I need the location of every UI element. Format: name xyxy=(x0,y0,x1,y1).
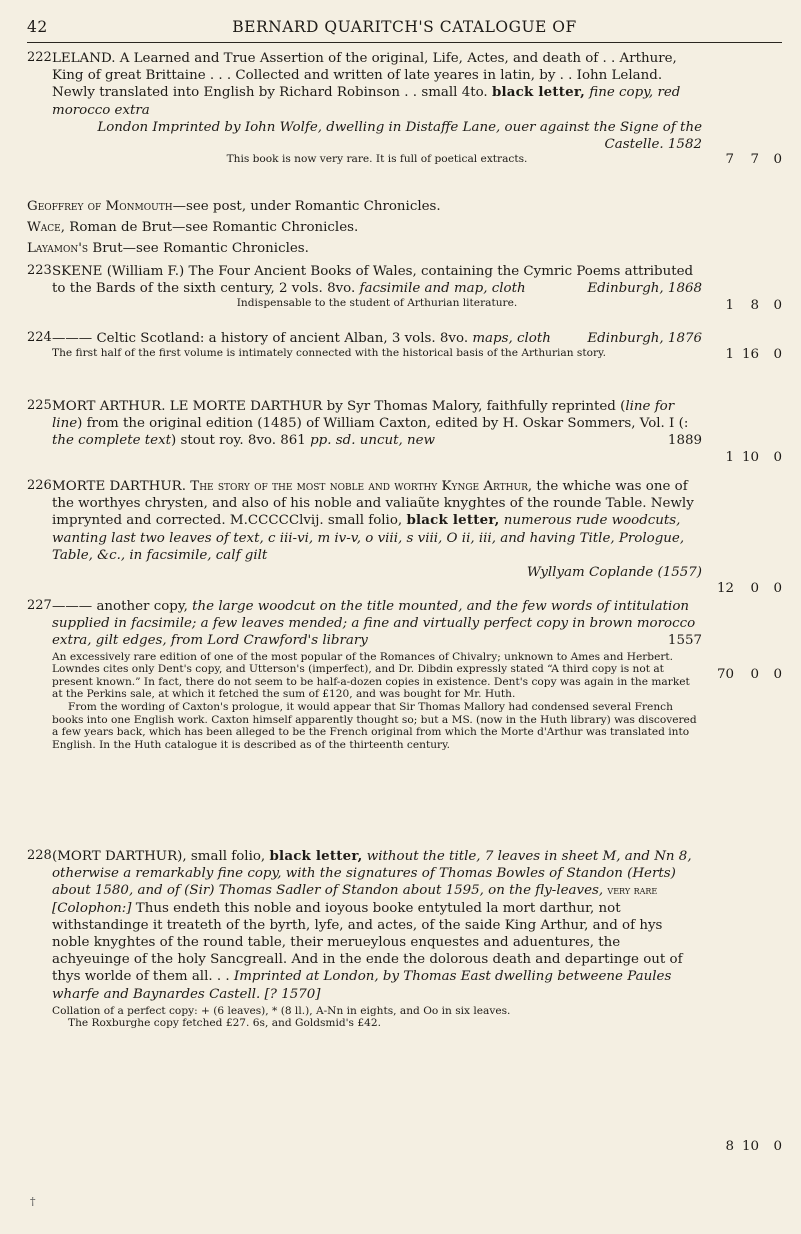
xref-name: Geoffrey of Monmouth xyxy=(27,199,173,214)
entry-note: The first half of the first volume is intimately connected with the historical basis of the Arthurian story. xyxy=(52,347,606,360)
header-rule xyxy=(27,42,782,43)
entry-price xyxy=(712,298,782,313)
entry-note: Collation of a perfect copy: + (6 leaves), * (8 ll.), A-Nn in eights, and Oo in six leaves. xyxy=(52,1004,511,1017)
entry-note: The Roxburghe copy fetched £27. 6s, and Goldsmid's £42. xyxy=(68,1017,381,1030)
entry-title-smallcaps: The story of the most noble and worthy Kynge Arthur, xyxy=(190,479,533,494)
entry-description: Celtic Scotland: a history of ancient Alban, 3 vols. 8vo. xyxy=(96,331,469,346)
entry-note: This book is now very rare. It is full of poetical extracts. xyxy=(226,153,528,166)
xref-name: Wace, xyxy=(27,220,65,235)
entry-italic: the complete text xyxy=(52,433,172,449)
price-pence: 0 xyxy=(773,667,782,682)
page-footer-mark: † xyxy=(30,1195,36,1208)
price-shillings: 8 xyxy=(750,298,759,313)
entry-italic: line for line xyxy=(52,399,675,432)
entry-lead: MORTE DARTHUR. xyxy=(52,479,186,494)
cross-reference xyxy=(27,220,358,235)
entry-note: From the wording of Caxton's prologue, it would appear that Sir Thomas Mallory had condensed several French books into one English work. Caxton himself apparently thought so; but a MS. (now in the Huth library) was discovered a few years back, which has been alleged to be the French original from which the Morte d'Arthur was translated into English. In the Huth catalogue it is described as of the thirteenth century. xyxy=(52,700,697,751)
entry-description: MORT ARTHUR. LE MORTE DARTHUR by Syr Thomas Malory, faithfully reprinted ( xyxy=(52,399,626,414)
entry-text xyxy=(52,598,702,751)
rarity-label: very rare xyxy=(607,884,658,898)
entry-condition: the large woodcut on the title mounted, and the few words of intitulation supplied in facsimile; a few leaves mended; a fine and virtually perfect copy in brown morocco extra, gilt edges, from Lord Crawford's library xyxy=(52,599,696,649)
cross-reference xyxy=(27,241,309,256)
price-shillings: 10 xyxy=(741,450,759,465)
entry-price xyxy=(712,667,782,682)
price-pence: 0 xyxy=(773,152,782,167)
entry-lead: LELAND. xyxy=(52,51,116,66)
running-title: BERNARD QUARITCH'S CATALOGUE OF xyxy=(232,18,577,36)
entry-number: 225 xyxy=(27,398,52,413)
price-shillings: 0 xyxy=(750,667,759,682)
entry-number: 224 xyxy=(27,330,52,345)
entry-condition: pp. sd. uncut, new xyxy=(310,433,435,449)
entry-imprint: Imprinted at London, by Thomas East dwelling betweene Paules wharfe and Baynardes Castell. [? 1570] xyxy=(52,969,672,1002)
entry-description: the whiche was one of the worthyes chrysten, and also of his noble and valiaũte knyghtes of the rounde Table. Newly imprynted and corrected. M.CCCCClvij. small folio, xyxy=(52,479,694,529)
entry-note: An excessively rare edition of one of the most popular of the Romances of Chivalry; unknown to Ames and Herbert. Lowndes cites only Dent's copy, and Utterson's (imperfect), and Dr. Dibdin expressly stated “A third copy is not at present known.” In fact, there do not seem to be half-a-dozen copies in existence. Dent's copy was again in the market at the Perkins sale, at which it fetched the sum of £120, and was bought for Mr. Huth. xyxy=(52,650,690,701)
entry-condition: numerous rude woodcuts, wanting last two leaves of text, c iii-vi, m iv-v, o viii, s viii, O ii, iii, and having Title, Prologue, Table, &c., in facsimile, calf gilt xyxy=(52,513,685,563)
price-pounds: 1 xyxy=(725,298,734,313)
price-pounds: 1 xyxy=(725,450,734,465)
entry-description: A Learned and True Assertion of the original, Life, Actes, and death of . . Arthure, King of great Brittaine . . . Collected and written of late yeares in latin, by . . Iohn Leland. Newly translated into English by Richard Robinson . . small 4to. xyxy=(52,51,677,101)
xref-name: Layamon's xyxy=(27,241,89,256)
entry-imprint: Edinburgh, 1876 xyxy=(587,331,702,346)
entry-description: (MORT DARTHUR), small folio, xyxy=(52,849,266,864)
entry-number: 228 xyxy=(27,848,52,863)
price-pence: 0 xyxy=(773,298,782,313)
price-shillings: 16 xyxy=(741,347,759,362)
colophon-text: Thus endeth this noble and ioyous booke entytuled la mort darthur, not withstandinge it treateth of the byrth, lyfe, and actes, of the saide King Arthur, and of hys noble knyghtes of the round table, their merueylous enquestes and aduentures, the achyeuinge of the holy Sancgreall. And in the ende the dolorous death and departinge out of thys worlde of them all. . . xyxy=(52,900,683,985)
colophon-label: [Colophon:] xyxy=(52,900,132,916)
entry-text xyxy=(52,50,702,166)
entry-price xyxy=(712,581,782,596)
xref-text: Roman de Brut—see Romantic Chronicles. xyxy=(64,220,359,235)
entry-description: ) from the original edition (1485) of William Caxton, edited by H. Oskar Sommers, Vol. I (: xyxy=(77,416,689,432)
cross-reference xyxy=(27,199,441,214)
price-pence: 0 xyxy=(773,450,782,465)
price-pounds: 70 xyxy=(716,667,734,682)
black-letter-label: black letter, xyxy=(406,512,500,529)
entry-dash: ——— xyxy=(52,331,93,346)
xref-text: Brut—see Romantic Chronicles. xyxy=(88,241,309,256)
price-pounds: 7 xyxy=(725,152,734,167)
entry-condition: without the title, 7 leaves in sheet M, and Nn 8, otherwise a remarkably fine copy, with the signatures of Thomas Bowles of Standon (Herts) about 1580, and of (Sir) Thomas Sadler of Standon about 1595, on the fly-leaves, xyxy=(52,849,692,899)
entry-price xyxy=(712,450,782,465)
entry-number: 227 xyxy=(27,598,52,613)
entry-imprint: Edinburgh, 1868 xyxy=(587,281,702,297)
entry-year: 1557 xyxy=(667,633,702,649)
price-pence: 0 xyxy=(773,1139,782,1154)
entry-dash: ——— xyxy=(52,599,93,614)
entry-description: another copy, xyxy=(96,599,188,614)
price-shillings: 0 xyxy=(750,581,759,596)
price-pence: 0 xyxy=(773,347,782,362)
price-pounds: 12 xyxy=(716,581,734,596)
entry-imprint: Wyllyam Coplande (1557) xyxy=(526,565,702,581)
price-pounds: 8 xyxy=(725,1139,734,1154)
entry-text xyxy=(52,263,702,310)
entry-price xyxy=(712,347,782,362)
entry-description: ) stout roy. 8vo. 861 xyxy=(171,433,306,449)
entry-condition: facsimile and map, cloth xyxy=(359,281,526,297)
entry-condition: maps, cloth xyxy=(472,331,551,346)
price-pence: 0 xyxy=(773,581,782,596)
price-shillings: 7 xyxy=(750,152,759,167)
entry-note: Indispensable to the student of Arthurian literature. xyxy=(236,297,518,310)
entry-text xyxy=(52,478,702,581)
entry-price xyxy=(712,152,782,167)
black-letter-label: black letter, xyxy=(269,848,363,864)
price-pounds: 1 xyxy=(725,347,734,362)
price-shillings: 10 xyxy=(741,1139,759,1154)
entry-imprint: London Imprinted by Iohn Wolfe, dwelling in Distaffe Lane, ouer against the Signe of the Castelle. 1582 xyxy=(97,119,702,153)
xref-text: —see post, under Romantic Chronicles. xyxy=(172,199,441,214)
entry-number: 223 xyxy=(27,263,52,278)
page-number: 42 xyxy=(27,18,48,36)
black-letter-label: black letter, xyxy=(491,84,586,101)
entry-year: 1889 xyxy=(667,433,702,449)
entry-text xyxy=(52,398,702,450)
entry-price xyxy=(712,1139,782,1154)
entry-description: SKENE (William F.) The Four Ancient Books of Wales, containing the Cymric Poems attributed to the Bards of the sixth century, 2 vols. 8vo. xyxy=(52,264,694,297)
entry-text xyxy=(52,330,702,360)
entry-text xyxy=(52,848,702,1030)
entry-number: 222 xyxy=(27,50,52,65)
entry-condition: fine copy, red morocco extra xyxy=(52,85,681,118)
entry-number: 226 xyxy=(27,478,52,493)
